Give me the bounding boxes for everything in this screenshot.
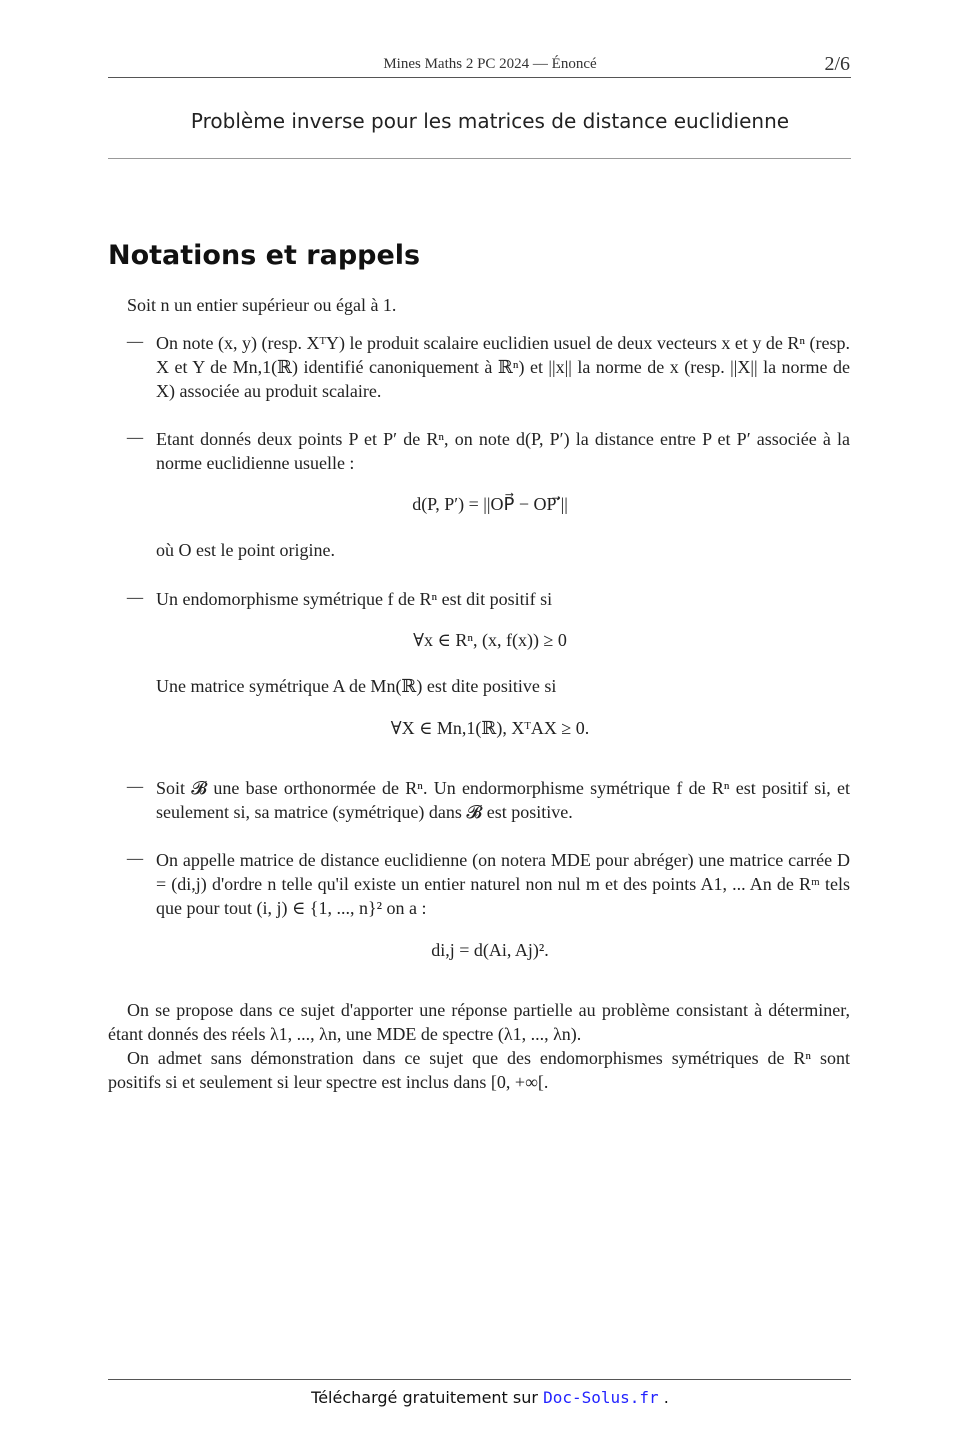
formula-distance: d(P, P′) = ||OP⃗ − OP′⃗|| — [412, 494, 568, 514]
intro-paragraph: Soit n un entier supérieur ou égal à 1. — [127, 295, 397, 315]
problem-title: Problème inverse pour les matrices de distance euclidienne — [190, 109, 790, 133]
list-item-orthonormal-basis: Soit 𝓑 une base orthonormée de Rⁿ. Un endormorphisme symétrique f de Rⁿ est positif si, et seulement si, sa matrice (symétrique) dans 𝓑 est positive. — [156, 778, 850, 822]
list-item-positive-endomorphism: Un endomorphisme symétrique f de Rⁿ est dit positif si — [156, 589, 553, 609]
list-bullet: — — [126, 587, 144, 608]
footer-suffix: . — [658, 1388, 669, 1407]
running-header-title: Mines Maths 2 PC 2024 — Énoncé — [383, 56, 597, 72]
list-bullet: — — [126, 848, 144, 869]
closing-paragraph-2: On admet sans démonstration dans ce sujet que des endomorphismes symétriques de Rⁿ sont positifs si et seulement si leur spectre est inclus dans [0, +∞[. — [108, 1048, 850, 1092]
list-bullet: — — [126, 776, 144, 797]
positive-matrix-definition: Une matrice symétrique A de Mn(ℝ) est dite positive si — [156, 676, 557, 696]
closing-paragraph-1: On se propose dans ce sujet d'apporter une réponse partielle au problème consistant à déterminer, étant donnés des réels λ1, ..., λn, une MDE de spectre (λ1, ..., λn). — [108, 1000, 850, 1044]
formula-positive-matrix: ∀X ∈ Mn,1(ℝ), XᵀAX ≥ 0. — [390, 718, 590, 738]
footer-text — [0, 1388, 980, 1407]
doc-solus-link[interactable]: Doc-Solus.fr — [543, 1388, 659, 1407]
origin-note: où O est le point origine. — [156, 540, 335, 560]
list-item-distance: Etant donnés deux points P et P′ de Rⁿ, on note d(P, P′) la distance entre P et P′ associée à la norme euclidienne usuelle : — [156, 429, 850, 473]
title-rule — [108, 158, 851, 159]
list-item-scalar-product: On note (x, y) (resp. XᵀY) le produit scalaire euclidien usuel de deux vecteurs x et y de Rⁿ (resp. X et Y de Mn,1(ℝ) identifié canoniquement à ℝⁿ) et ||x|| la norme de x (resp. ||X|| la norme de X) associée au produit scalaire. — [156, 333, 850, 401]
list-bullet: — — [126, 427, 144, 448]
header-rule — [108, 77, 851, 78]
list-bullet: — — [126, 331, 144, 352]
page-number: 2/6 — [824, 53, 850, 75]
formula-positive-endomorphism: ∀x ∈ Rⁿ, (x, f(x)) ≥ 0 — [413, 630, 567, 650]
formula-mde: di,j = d(Ai, Aj)². — [431, 940, 549, 960]
list-item-mde-definition: On appelle matrice de distance euclidienne (on notera MDE pour abréger) une matrice carrée D = (di,j) d'ordre n telle qu'il existe un entier naturel non nul m et des points A1, ... An de Rᵐ tels que pour tout (i, j) ∈ {1, ..., n}² on a : — [156, 850, 850, 918]
footer-prefix: Téléchargé gratuitement sur — [311, 1388, 544, 1407]
section-heading: Notations et rappels — [108, 240, 421, 271]
footer-rule — [108, 1379, 851, 1380]
